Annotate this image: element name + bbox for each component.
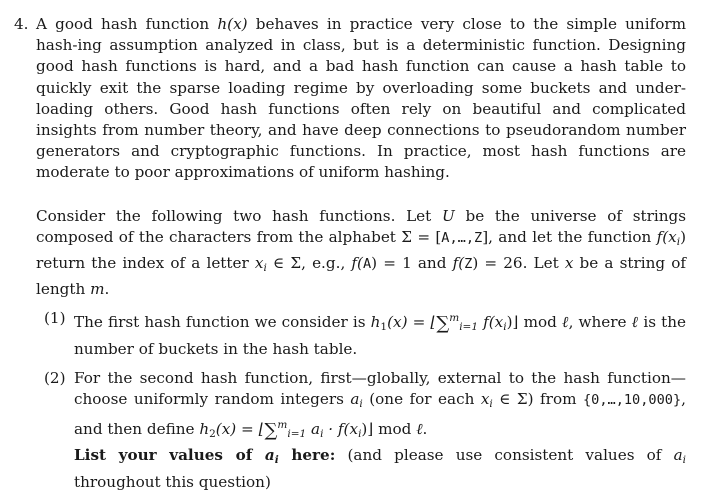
sum-symbol-1: ∑ bbox=[436, 313, 450, 335]
bold-math-a: a bbox=[264, 446, 275, 465]
setup-text-4: return the index of a letter bbox=[36, 254, 255, 273]
math-close-2: )⌋ bbox=[361, 420, 374, 439]
bold-instruction: List your values of bbox=[74, 446, 265, 465]
math-mod-1: mod bbox=[518, 313, 562, 332]
intro-text-1: A good hash function bbox=[36, 15, 218, 33]
math-in-sigma: ∈ Σ bbox=[266, 254, 302, 273]
math-h2-sub: 2 bbox=[209, 428, 216, 441]
math-m: m bbox=[90, 280, 105, 299]
math-close-1: )⌋ bbox=[506, 313, 519, 332]
math-h2-arg: (x) = ⌊ bbox=[215, 420, 265, 439]
math-sub-i-item2: i bbox=[358, 428, 362, 441]
setup-text-2: be the universe of strings composed of the characters from the alphabet bbox=[36, 206, 686, 246]
problem-4 bbox=[14, 14, 686, 493]
item1-text-1: The first hash function we consider is bbox=[74, 313, 371, 332]
item2-text-4: , and then define bbox=[74, 390, 686, 439]
bold-here: here: bbox=[278, 446, 336, 465]
math-fZ: f( bbox=[452, 254, 465, 273]
setup-text-1: Consider the following two hash functions. Let bbox=[36, 206, 442, 225]
math-h2: h bbox=[199, 420, 210, 439]
math-x-item2: x bbox=[480, 390, 490, 409]
math-hx: h(x) bbox=[217, 15, 248, 33]
setup-and: and bbox=[411, 254, 453, 273]
setup-paragraph bbox=[36, 206, 686, 301]
letter-A: A bbox=[362, 256, 372, 273]
sum-sup-2: m bbox=[277, 419, 288, 432]
math-bracket: ] bbox=[482, 227, 489, 246]
problem-number: 4. bbox=[14, 15, 29, 33]
intro-paragraph bbox=[36, 14, 686, 184]
math-a-sub: i bbox=[359, 398, 363, 411]
math-mod-2: mod bbox=[373, 420, 417, 439]
item-marker-2: (2) bbox=[44, 368, 66, 387]
math-ell-1: ℓ bbox=[561, 313, 569, 332]
math-a2-sub: i bbox=[320, 428, 324, 441]
hash-function-list bbox=[36, 308, 686, 492]
list-item-2 bbox=[36, 368, 686, 493]
letter-Z: Z bbox=[464, 256, 473, 273]
alphabet-range: A,…,Z bbox=[441, 229, 483, 246]
math-body-1: f(x bbox=[478, 313, 504, 332]
math-fA-val: ) = 1 bbox=[371, 254, 412, 273]
setup-text-6: . Let bbox=[522, 254, 565, 273]
sum-sub-2: i=1 bbox=[287, 428, 307, 441]
math-h1-sub: 1 bbox=[380, 321, 388, 334]
bold-math-a-sub: i bbox=[274, 454, 279, 467]
math-h1-arg: (x) = ⌊ bbox=[387, 313, 437, 332]
math-paren: ) bbox=[680, 227, 686, 246]
list-item-1 bbox=[36, 308, 686, 359]
math-fA: f( bbox=[351, 254, 363, 273]
math-x: x bbox=[564, 254, 574, 273]
integer-range-set: {0,…,10,000} bbox=[582, 392, 682, 409]
item2-end: . bbox=[422, 420, 428, 439]
sum-symbol-2: ∑ bbox=[264, 420, 278, 442]
math-U: U bbox=[441, 206, 455, 225]
item1-text-3: is the number of buckets in the hash table. bbox=[74, 313, 686, 358]
setup-end: . bbox=[104, 280, 110, 299]
sum-sub-1: i=1 bbox=[459, 321, 479, 334]
math-x-sub-item2: i bbox=[489, 398, 493, 411]
math-a2: a bbox=[306, 420, 321, 439]
math-ell-2: ℓ bbox=[631, 313, 639, 332]
item2-text-3: ) from bbox=[527, 390, 583, 409]
item1-text-2: , where bbox=[568, 313, 632, 332]
sum-sup-1: m bbox=[449, 312, 460, 325]
math-a3-sub: i bbox=[682, 454, 687, 467]
math-in-sigma-item2: ∈ Σ bbox=[492, 390, 528, 409]
item2-text-5: (and please use consistent values of bbox=[335, 446, 674, 465]
intro-text-2: behaves in practice very close to the simple uniform hash-ing assumption analyzed in class, but is a deterministic function. Designing good hash functions is hard, and a bad hash function can cause a hash table to quickly exit the sparse loading regime by overloading some buckets and under-loading others. Good hash functions often rely on beautiful and complicated insights from number theory, and have deep connections to pseudorandom number generators and cryptographic functions. In practice, most hash functions are moderate to poor approximations of uniform hashing. bbox=[36, 15, 686, 182]
math-xi: x bbox=[254, 254, 264, 273]
math-h1: h bbox=[370, 313, 381, 332]
item-marker-1: (1) bbox=[44, 309, 66, 328]
math-a3: a bbox=[673, 446, 683, 465]
math-sub-i: i bbox=[676, 235, 681, 248]
math-sub-i2: i bbox=[263, 262, 267, 275]
math-ell-item2: ℓ bbox=[416, 420, 423, 439]
item2-text-6: throughout this question) bbox=[74, 472, 271, 491]
math-a: a bbox=[350, 390, 360, 409]
setup-text-7: be a string of length bbox=[36, 254, 687, 299]
math-fxi: f(x bbox=[656, 227, 677, 246]
setup-text-3: , and let the function bbox=[488, 227, 657, 246]
math-sub-i-item1: i bbox=[503, 321, 507, 334]
setup-text-5: , e.g., bbox=[301, 254, 352, 273]
math-sigma-eq: Σ = [ bbox=[401, 227, 442, 246]
math-fZ-val: ) = 26 bbox=[472, 254, 523, 273]
item2-text-1: For the second hash function, first—globally, external to the hash function—choose uniformly random integers bbox=[74, 368, 686, 409]
item2-text-2: (one for each bbox=[362, 390, 481, 409]
math-dot: · f(x bbox=[323, 420, 359, 439]
